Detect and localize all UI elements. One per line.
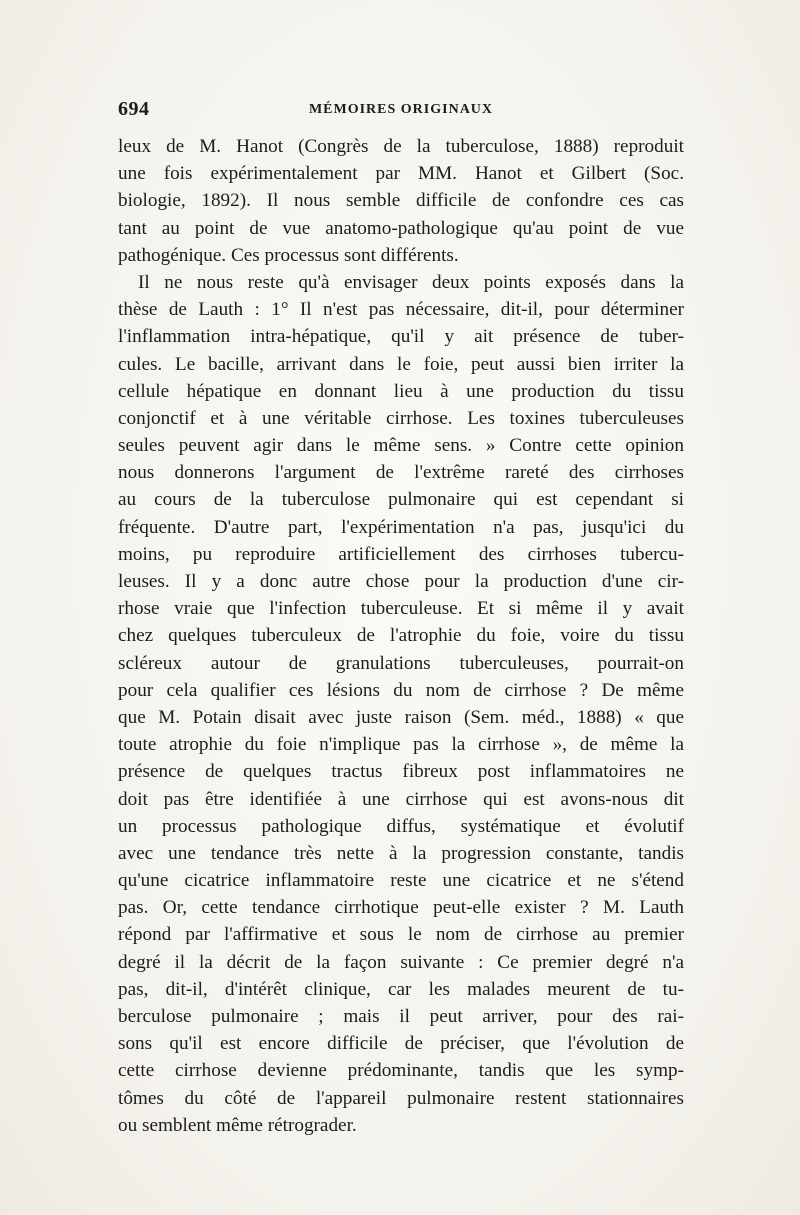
text-line: doit pas être identifiée à une cirrhose qui est avons-nous dit	[118, 788, 684, 810]
text-line: fréquente. D'autre part, l'expérimentation n'a pas, jusqu'ici du	[118, 516, 684, 538]
text-line: ou semblent même rétrograder.	[118, 1114, 357, 1136]
text-line: pas. Or, cette tendance cirrhotique peut-elle exister ? M. Lauth	[118, 897, 684, 919]
text-line: pour cela qualifier ces lésions du nom de cirrhose ? De même	[118, 679, 684, 701]
text-line: sons qu'il est encore difficile de préciser, que l'évolution de	[118, 1033, 684, 1055]
text-line: thèse de Lauth : 1° Il n'est pas nécessaire, dit-il, pour déterminer	[118, 299, 684, 321]
text-line: rhose vraie que l'infection tuberculeuse. Et si même il y avait	[118, 598, 684, 620]
text-line: présence de quelques tractus fibreux post inflammatoires ne	[118, 761, 684, 783]
text-line: pas, dit-il, d'intérêt clinique, car les malades meurent de tu-	[118, 978, 684, 1000]
text-line: avec une tendance très nette à la progression constante, tandis	[118, 842, 684, 864]
body-text	[118, 133, 684, 1139]
text-line: tômes du côté de l'appareil pulmonaire restent stationnaires	[118, 1087, 684, 1109]
running-title: MÉMOIRES ORIGINAUX	[308, 102, 494, 117]
text-line: chez quelques tuberculeux de l'atrophie du foie, voire du tissu	[118, 625, 684, 647]
text-line: qu'une cicatrice inflammatoire reste une cicatrice et ne s'étend	[118, 870, 684, 892]
text-line: répond par l'affirmative et sous le nom de cirrhose au premier	[118, 924, 684, 946]
text-line: l'inflammation intra-hépatique, qu'il y ait présence de tuber-	[118, 326, 684, 348]
text-line: degré il la décrit de la façon suivante : Ce premier degré n'a	[118, 951, 684, 973]
text-line: biologie, 1892). Il nous semble difficile de confondre ces cas	[118, 190, 684, 212]
text-line: scléreux autour de granulations tuberculeuses, pourrait-on	[118, 652, 684, 674]
text-line: Il ne nous reste qu'à envisager deux points exposés dans la	[138, 271, 684, 293]
text-line: une fois expérimentalement par MM. Hanot et Gilbert (Soc.	[118, 163, 684, 185]
text-line: que M. Potain disait avec juste raison (Sem. méd., 1888) « que	[118, 706, 684, 728]
text-line: moins, pu reproduire artificiellement des cirrhoses tubercu-	[118, 543, 684, 565]
text-line: cules. Le bacille, arrivant dans le foie, peut aussi bien irriter la	[118, 353, 684, 375]
text-line: leuses. Il y a donc autre chose pour la production d'une cir-	[118, 571, 684, 592]
text-line: pathogénique. Ces processus sont différents.	[118, 244, 459, 266]
page-header	[118, 98, 684, 128]
text-line: toute atrophie du foie n'implique pas la cirrhose », de même la	[118, 734, 684, 756]
text-line: conjonctif et à une véritable cirrhose. Les toxines tuberculeuses	[118, 407, 684, 429]
text-line: leux de M. Hanot (Congrès de la tuberculose, 1888) reproduit	[118, 136, 684, 157]
text-line: nous donnerons l'argument de l'extrême rareté des cirrhoses	[118, 462, 684, 484]
page-number: 694	[118, 98, 150, 120]
text-line: berculose pulmonaire ; mais il peut arriver, pour des rai-	[118, 1006, 684, 1027]
text-line: au cours de la tuberculose pulmonaire qui est cependant si	[118, 489, 684, 511]
text-line: tant au point de vue anatomo-pathologique qu'au point de vue	[118, 217, 684, 239]
text-line: cellule hépatique en donnant lieu à une production du tissu	[118, 380, 684, 402]
text-line: un processus pathologique diffus, systématique et évolutif	[118, 815, 684, 837]
text-line: seules peuvent agir dans le même sens. » Contre cette opinion	[118, 435, 684, 457]
text-line: cette cirrhose devienne prédominante, tandis que les symp-	[118, 1060, 684, 1082]
